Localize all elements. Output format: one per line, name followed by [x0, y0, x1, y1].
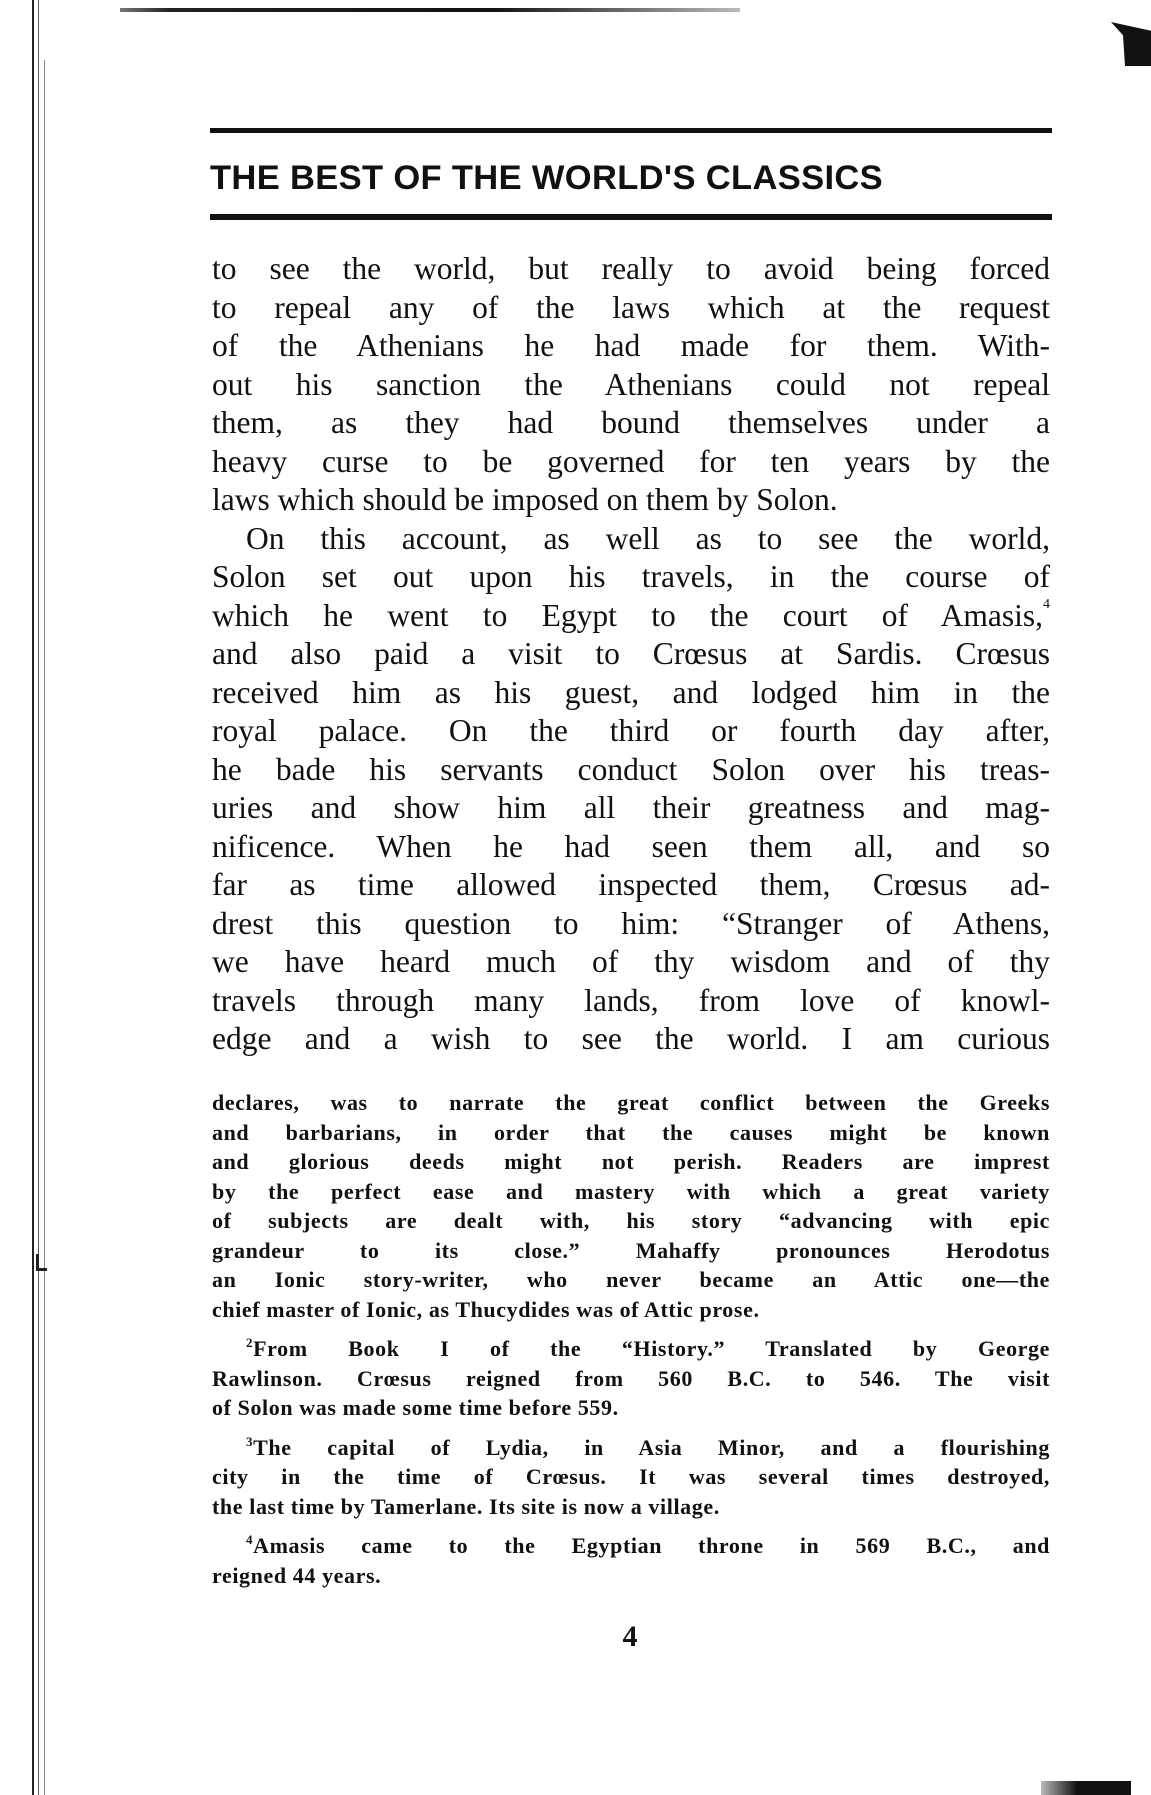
body-line: them, as they had bound themselves under a [212, 405, 1050, 440]
footnote-line: of Solon was made some time before 559. [212, 1395, 619, 1420]
footnote-line: Rawlinson. Crœsus reigned from 560 B.C. to 546. The visit [212, 1365, 1050, 1391]
footnote-line: by the perfect ease and mastery with which a great variety [212, 1178, 1050, 1204]
header-rule-bottom [210, 214, 1052, 220]
main-text [212, 250, 1050, 1059]
scan-binding-line [32, 0, 34, 1795]
footnote-reference: 4 [1043, 596, 1050, 612]
scan-binding-line [38, 0, 39, 1795]
scan-corner-mark [1111, 22, 1151, 66]
body-line: uries and show him all their greatness and mag- [212, 790, 1050, 825]
body-line: received him as his guest, and lodged him in the [212, 674, 1050, 710]
footnote-2 [212, 1334, 1050, 1364]
footnote-line: and barbarians, in order that the causes might be known [212, 1119, 1050, 1145]
scan-margin-mark [36, 1254, 47, 1271]
footnote-mark: 2 [246, 1335, 254, 1350]
body-line: nificence. When he had seen them all, and so [212, 828, 1050, 864]
footnote-3 [212, 1433, 1050, 1463]
body-line: Solon set out upon his travels, in the course of [212, 559, 1050, 594]
body-line: royal palace. On the third or fourth day after, [212, 713, 1050, 748]
footnote-line: of subjects are dealt with, his story “advancing with epic [212, 1208, 1050, 1233]
body-line: and also paid a visit to Crœsus at Sardis. Crœsus [212, 636, 1050, 671]
footnote-line: chief master of Ionic, as Thucydides was of Attic prose. [212, 1296, 760, 1322]
footnote-text: The capital of Lydia, in Asia Minor, and a flourishing [253, 1434, 1050, 1460]
body-line: of the Athenians he had made for them. With- [212, 328, 1050, 363]
body-line [212, 597, 1050, 636]
footnote-line: grandeur to its close.” Mahaffy pronounces Herodotus [212, 1237, 1050, 1263]
footnote-mark: 3 [246, 1433, 254, 1449]
body-line: to see the world, but really to avoid being forced [212, 251, 1050, 286]
body-line: heavy curse to be governed for ten years by the [212, 443, 1050, 479]
footnote-text: From Book I of the “History.” Translated by George [253, 1336, 1050, 1361]
footnote-4 [212, 1531, 1050, 1561]
scan-corner-mark [1041, 1781, 1131, 1795]
footnotes [212, 1088, 1050, 1590]
body-line: laws which should be imposed on them by Solon. [212, 482, 838, 517]
footnote-mark: 4 [246, 1532, 254, 1547]
body-line: he bade his servants conduct Solon over his treas- [212, 751, 1050, 787]
body-line: to repeal any of the laws which at the request [212, 289, 1050, 325]
body-line: out his sanction the Athenians could not repeal [212, 366, 1050, 402]
scan-edge-top [120, 8, 740, 12]
footnote-era: B.C. [926, 1533, 971, 1558]
body-line: far as time allowed inspected them, Crœsus ad- [212, 867, 1050, 902]
footnote-line: the last time by Tamerlane. Its site is now a village. [212, 1493, 720, 1519]
footnote-text: Amasis came to the Egyptian throne in 569 [253, 1533, 927, 1558]
body-line: On this account, as well as to see the world, [246, 520, 1050, 556]
footnote-text: , and [970, 1533, 1050, 1558]
page-number: 4 [622, 1620, 638, 1653]
running-title: THE BEST OF THE WORLD'S CLASSICS [210, 159, 883, 197]
body-line-text: which he went to Egypt to the court of Amasis, [212, 597, 1043, 633]
body-line: edge and a wish to see the world. I am curious [212, 1021, 1050, 1056]
footnote-line: city in the time of Crœsus. It was several times destroyed, [212, 1464, 1050, 1489]
scan-binding-line [44, 60, 45, 1795]
body-line: travels through many lands, from love of knowl- [212, 982, 1050, 1018]
header-rule-top [210, 128, 1052, 133]
body-line: we have heard much of thy wisdom and of thy [212, 944, 1050, 979]
footnote-line: reigned 44 years. [212, 1562, 382, 1588]
footnote-line: declares, was to narrate the great conflict between the Greeks [212, 1090, 1050, 1115]
footnote-line: and glorious deeds might not perish. Readers are imprest [212, 1149, 1050, 1174]
body-line: drest this question to him: “Stranger of Athens, [212, 905, 1050, 941]
footnote-line: an Ionic story-writer, who never became an Attic one—the [212, 1267, 1050, 1292]
